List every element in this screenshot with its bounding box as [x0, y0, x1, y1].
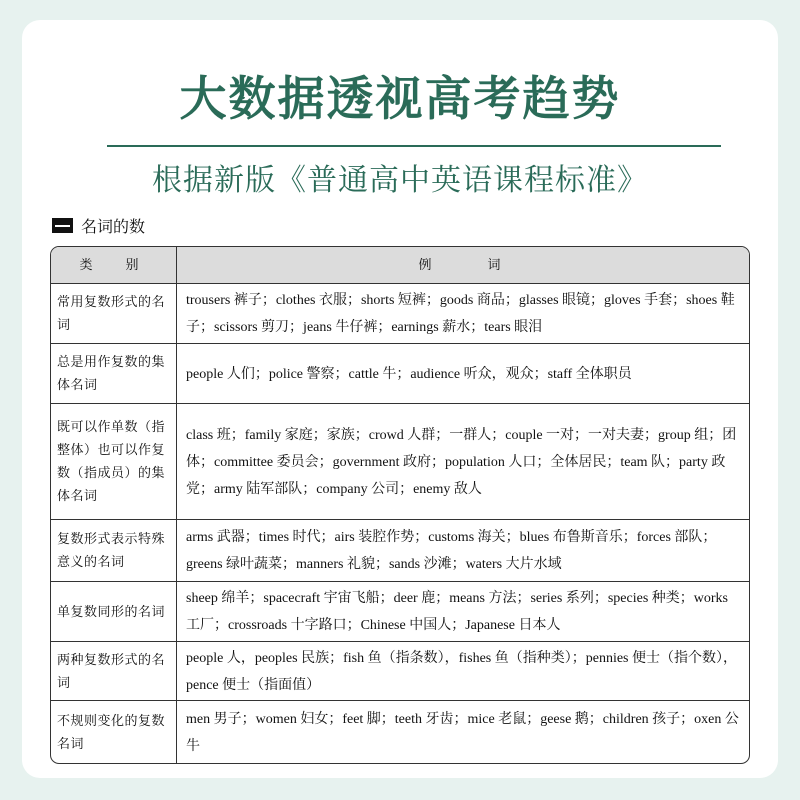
table-row: [51, 344, 749, 404]
section-title: 名词的数: [81, 217, 146, 236]
header-category: 类 别: [51, 247, 177, 283]
table-row: [51, 642, 749, 701]
row-examples: men 男子；women 妇女；feet 脚；teeth 牙齿；mice 老鼠；geese 鹅；children 孩子；oxen 公牛: [186, 711, 739, 754]
page-subtitle: 根据新版《普通高中英语课程标准》: [152, 163, 648, 198]
section-number-marker: [52, 218, 73, 233]
row-category: 两种复数形式的名词: [51, 642, 177, 700]
row-category: 复数形式表示特殊意义的名词: [51, 520, 177, 581]
section-heading: [52, 214, 145, 237]
row-examples: people 人们；police 警察；cattle 牛；audience 听众，观众；staff 全体职员: [186, 366, 632, 382]
row-examples: class 班；family 家庭；家族；crowd 人群；一群人；couple 一对；一对夫妻；group 组；团体；committee 委员会；government 政府；population 人口；全体居民；team 队；party 政党；army 陆军部队；company 公司；enemy 敌人: [186, 427, 737, 497]
noun-number-table: [50, 246, 750, 764]
row-examples: arms 武器；times 时代；airs 装腔作势；customs 海关；blues 布鲁斯音乐；forces 部队；greens 绿叶蔬菜；manners 礼貌；sands 沙滩；waters 大片水域: [186, 530, 717, 572]
table-header-row: [51, 247, 749, 284]
row-category: 常用复数形式的名词: [51, 284, 177, 343]
table-row: [51, 582, 749, 642]
row-examples: people 人，peoples 民族；fish 鱼（指条数），fishes 鱼（指种类）；pennies 便士（指个数），pence 便士（指面值）: [186, 650, 738, 693]
row-category: 总是用作复数的集体名词: [51, 344, 177, 403]
row-category: 既可以作单数（指整体）也可以作复数（指成员）的集体名词: [51, 404, 177, 519]
row-examples: sheep 绵羊；spacecraft 宇宙飞船；deer 鹿；means 方法；series 系列；species 种类；works 工厂；crossroads 十字路口；Chinese 中国人；Japanese 日本人: [186, 591, 728, 633]
page-title: 大数据透视高考趋势: [179, 72, 621, 127]
row-examples: trousers 裤子；clothes 衣服；shorts 短裤；goods 商品；glasses 眼镜；gloves 手套；shoes 鞋子；scissors 剪刀；jeans 牛仔裤；earnings 薪水；tears 眼泪: [186, 293, 735, 335]
row-category: 单复数同形的名词: [51, 582, 177, 641]
row-category: 不规则变化的复数名词: [51, 701, 177, 763]
title-divider: [107, 145, 721, 147]
header-examples: 例 词: [418, 258, 511, 273]
table-row: [51, 284, 749, 344]
table-row: [51, 701, 749, 763]
table-row: [51, 520, 749, 582]
table-row: [51, 404, 749, 520]
